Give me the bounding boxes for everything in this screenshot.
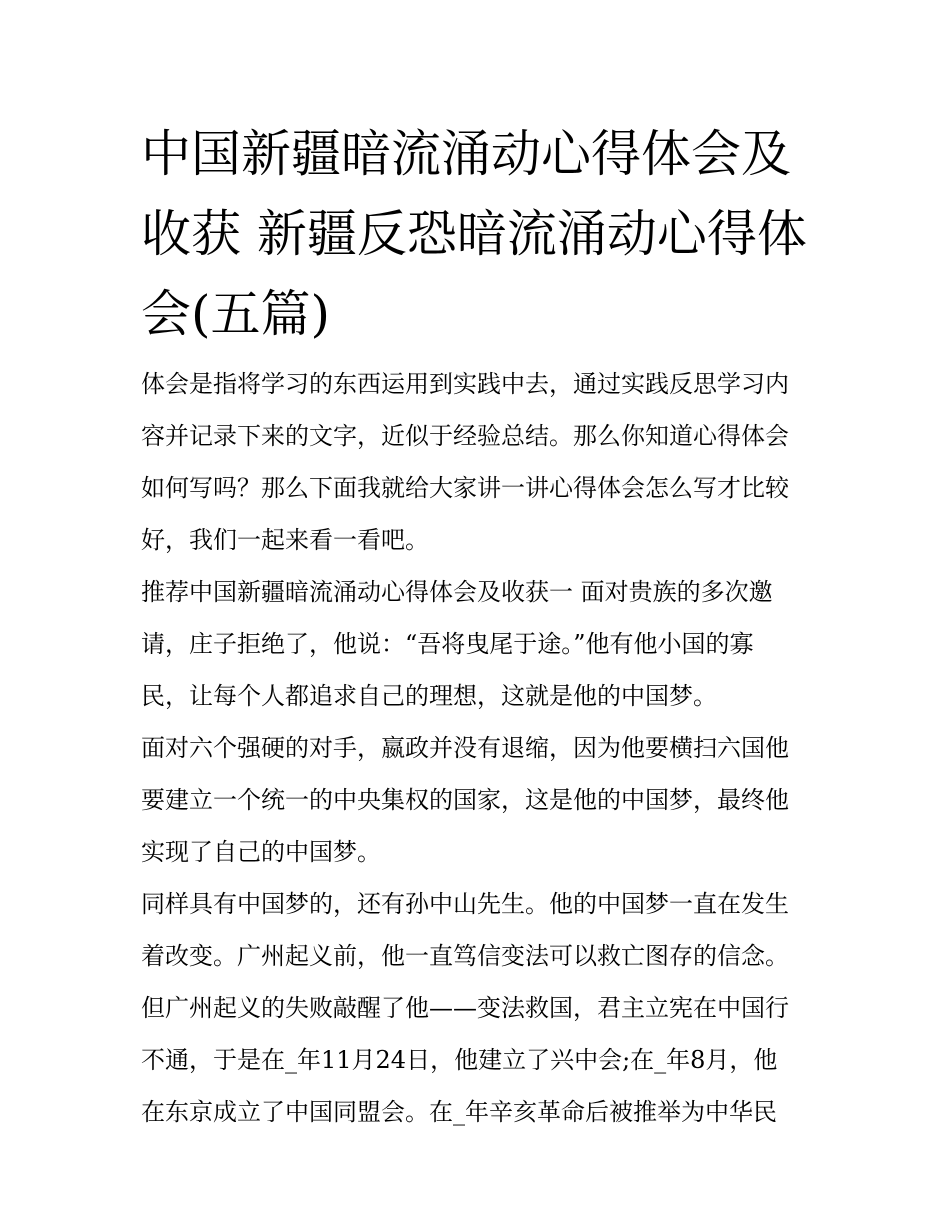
- title-line: 中国新疆暗流涌动心得体会及: [141, 125, 791, 183]
- document-title: [141, 114, 821, 354]
- body-line: 容并记录下来的文字，近似于经验总结。那么你知道心得体会: [141, 422, 789, 450]
- body-line: 民，让每个人都追求自己的理想，这就是他的中国梦。: [141, 682, 717, 710]
- body-line: 推荐中国新疆暗流涌动心得体会及收获一 面对贵族的多次邀: [141, 578, 773, 606]
- body-line: 如何写吗？那么下面我就给大家讲一讲心得体会怎么写才比较: [141, 474, 789, 502]
- body-line: 请，庄子拒绝了，他说：“吾将曳尾于途。”他有他小国的寡: [141, 630, 754, 658]
- body-line: 但广州起义的失败敲醒了他——变法救国，君主立宪在中国行: [141, 994, 789, 1022]
- body-line: 要建立一个统一的中央集权的国家，这是他的中国梦，最终他: [141, 786, 789, 814]
- document-body: [141, 358, 821, 1138]
- body-line: 实现了自己的中国梦。: [141, 838, 381, 866]
- body-line: 体会是指将学习的东西运用到实践中去，通过实践反思学习内: [141, 370, 789, 398]
- body-line: 在东京成立了中国同盟会。在_年辛亥革命后被推举为中华民: [141, 1098, 777, 1126]
- body-line: 同样具有中国梦的，还有孙中山先生。他的中国梦一直在发生: [141, 890, 789, 918]
- body-line: 面对六个强硬的对手，嬴政并没有退缩，因为他要横扫六国他: [141, 734, 789, 762]
- title-line: 会(五篇): [141, 285, 331, 343]
- body-line: 不通，于是在_年11月24日，他建立了兴中会;在_年8月，他: [141, 1046, 778, 1074]
- body-line: 好，我们一起来看一看吧。: [141, 526, 429, 554]
- title-line: 收获 新疆反恐暗流涌动心得体: [141, 205, 807, 263]
- body-line: 着改变。广州起义前，他一直笃信变法可以救亡图存的信念。: [141, 942, 789, 970]
